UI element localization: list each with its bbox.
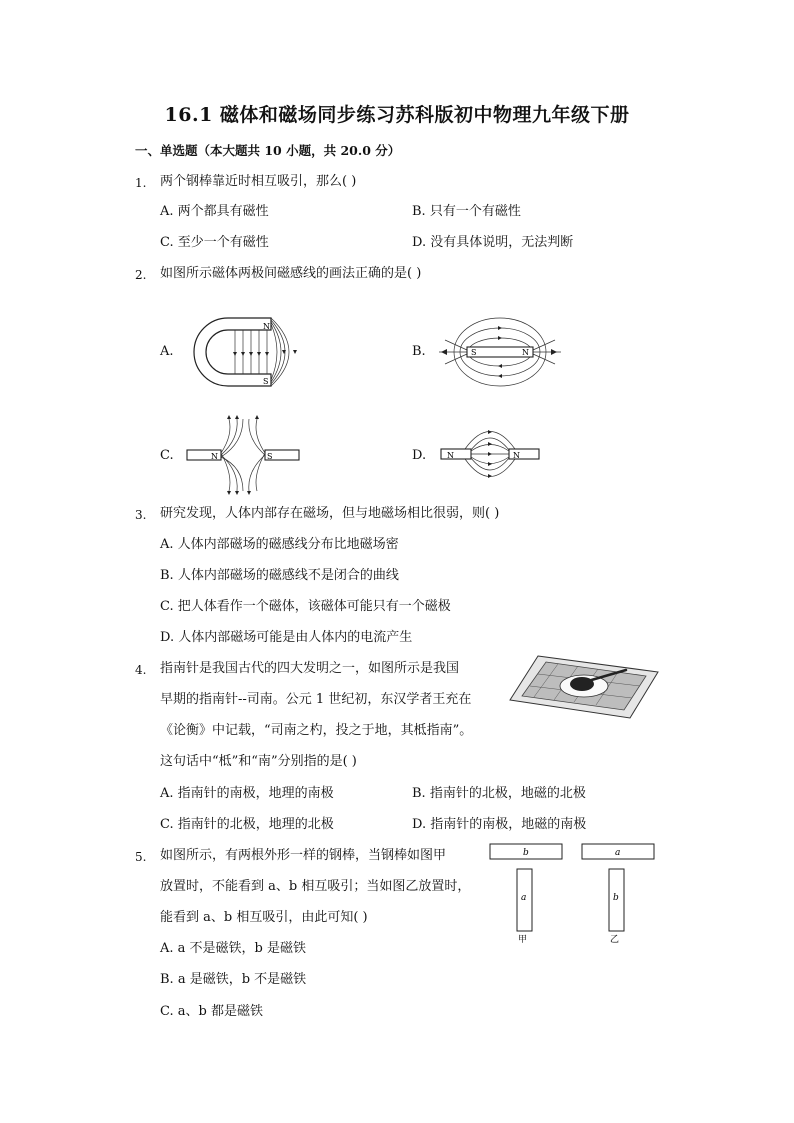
q3-stem: 研究发现，人体内部存在磁场，但与地磁场相比很弱，则( ) — [160, 506, 500, 521]
q2-option-d[interactable]: D. — [412, 448, 427, 463]
q5-option-c[interactable]: C. a、b 都是磁铁 — [160, 1004, 263, 1019]
q2-figure-b-bar-magnet — [435, 310, 565, 395]
q1-stem: 两个钢棒靠近时相互吸引，那么( ) — [160, 174, 357, 189]
q3-option-b[interactable]: B. 人体内部磁场的磁感线不是闭合的曲线 — [160, 568, 399, 583]
q2-option-b[interactable]: B. — [412, 344, 426, 359]
q1-option-b[interactable]: B. 只有一个有磁性 — [412, 204, 521, 219]
q5-option-a[interactable]: A. a 不是磁铁，b 是磁铁 — [160, 941, 306, 956]
q5-yi-label-b: b — [613, 893, 619, 903]
q2c-s-label: S — [267, 452, 273, 461]
q5-yi-label-a: a — [615, 848, 621, 858]
q5-number: 5. — [135, 850, 147, 864]
sinan-compass-image — [508, 650, 660, 722]
q4-option-c[interactable]: C. 指南针的北极，地理的北极 — [160, 817, 334, 832]
q1-option-c[interactable]: C. 至少一个有磁性 — [160, 235, 269, 250]
q1-number: 1. — [135, 176, 147, 190]
q5-jia-label-b: b — [523, 848, 529, 858]
q4-stem-line3: 《论衡》中记载，“司南之杓，投之于地，其柢指南”。 — [160, 723, 473, 738]
q2-option-a[interactable]: A. — [160, 344, 174, 359]
q2a-n-label: N — [263, 322, 270, 331]
q2d-n-label-left: N — [447, 451, 454, 460]
q4-option-a[interactable]: A. 指南针的南极，地理的南极 — [160, 786, 334, 801]
q5-option-b[interactable]: B. a 是磁铁，b 不是磁铁 — [160, 972, 307, 987]
q2-figure-c-two-poles — [183, 415, 313, 495]
q2b-n-label: N — [522, 348, 529, 357]
q5-stem-line1: 如图所示，有两根外形一样的钢棒，当钢棒如图甲 — [160, 848, 447, 863]
q3-option-a[interactable]: A. 人体内部磁场的磁感线分布比地磁场密 — [160, 537, 399, 552]
q5-jia-label-a: a — [521, 893, 527, 903]
q3-option-c[interactable]: C. 把人体看作一个磁体，该磁体可能只有一个磁极 — [160, 599, 451, 614]
q4-number: 4. — [135, 663, 147, 677]
q5-label-yi: 乙 — [610, 935, 620, 945]
q5-stem-line3: 能看到 a、b 相互吸引，由此可知( ) — [160, 910, 368, 925]
q2d-n-label-right: N — [513, 451, 520, 460]
page-title: 16.1 磁体和磁场同步练习苏科版初中物理九年级下册 — [164, 104, 630, 126]
q2-option-c[interactable]: C. — [160, 448, 174, 463]
q1-option-a[interactable]: A. 两个都具有磁性 — [160, 204, 269, 219]
q2-number: 2. — [135, 268, 147, 282]
q5-stem-line2: 放置时，不能看到 a、b 相互吸引；当如图乙放置时， — [160, 879, 471, 894]
q2-stem: 如图所示磁体两极间磁感线的画法正确的是( ) — [160, 266, 422, 281]
q5-label-jia: 甲 — [518, 935, 528, 945]
q2-figure-d-two-poles — [435, 418, 545, 490]
q3-option-d[interactable]: D. 人体内部磁场可能是由人体内的电流产生 — [160, 630, 413, 645]
q4-stem-line1: 指南针是我国古代的四大发明之一，如图所示是我国 — [160, 661, 460, 676]
q5-steel-bars-figure — [488, 840, 660, 945]
section-heading: 一、单选题（本大题共 10 小题，共 20.0 分） — [135, 143, 401, 158]
q3-number: 3. — [135, 508, 147, 522]
q4-stem-line2: 早期的指南针--司南。公元 1 世纪初，东汉学者王充在 — [160, 692, 472, 707]
q2a-s-label: S — [263, 377, 269, 386]
q4-stem-line4: 这句话中“柢”和“南”分别指的是( ) — [160, 754, 357, 769]
q2b-s-label: S — [471, 348, 477, 357]
q2c-n-label: N — [211, 452, 218, 461]
q4-option-b[interactable]: B. 指南针的北极，地磁的北极 — [412, 786, 586, 801]
q4-option-d[interactable]: D. 指南针的南极，地磁的南极 — [412, 817, 587, 832]
q2-figure-a-horseshoe — [183, 310, 313, 395]
q1-option-d[interactable]: D. 没有具体说明，无法判断 — [412, 235, 574, 250]
